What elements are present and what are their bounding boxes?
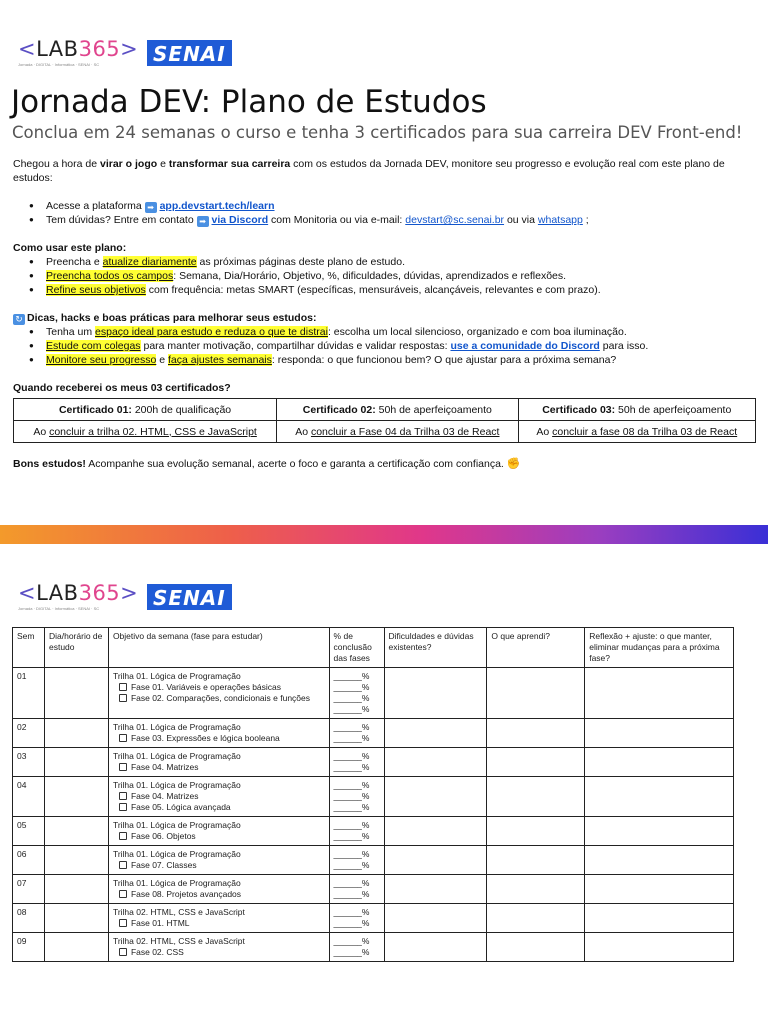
- track-name: Trilha 01. Lógica de Programação: [112, 849, 241, 859]
- page-title: Jornada DEV: Plano de Estudos: [11, 84, 487, 120]
- closing-bold: Bons estudos!: [13, 458, 86, 470]
- sync-icon: ↻: [13, 314, 25, 325]
- difficulties-cell[interactable]: [384, 933, 487, 962]
- intro-paragraph: [13, 157, 758, 185]
- page-divider-gradient: [0, 525, 768, 544]
- difficulties-cell[interactable]: [384, 777, 487, 817]
- percent-field[interactable]: ______%: [333, 936, 370, 946]
- list-item: [13, 283, 758, 297]
- percent-field[interactable]: ______%: [333, 820, 370, 830]
- lab-text: LAB: [36, 581, 79, 605]
- checkbox[interactable]: [119, 890, 127, 898]
- percent-field[interactable]: ______%: [333, 831, 370, 841]
- learned-cell[interactable]: [487, 933, 585, 962]
- objective-cell: [108, 875, 329, 904]
- percent-field[interactable]: ______%: [333, 947, 370, 957]
- access-text: Acesse a plataforma: [46, 200, 145, 212]
- table-cell: [14, 421, 277, 443]
- percent-field[interactable]: ______%: [333, 878, 370, 888]
- list-item: [13, 255, 758, 269]
- lab-tagline: Jornada · DIGITAL · Informática · SENAI · SC: [18, 606, 100, 611]
- difficulties-cell[interactable]: [384, 875, 487, 904]
- week-number: 03: [13, 748, 45, 777]
- arrow-right-icon: ➡: [145, 202, 157, 213]
- percent-field[interactable]: ______%: [333, 762, 370, 772]
- percent-field[interactable]: ______%: [333, 722, 370, 732]
- learned-cell[interactable]: [487, 904, 585, 933]
- highlight-text: Monitore seu progresso: [46, 354, 157, 366]
- learned-cell[interactable]: [487, 777, 585, 817]
- day-time-cell[interactable]: [44, 748, 108, 777]
- difficulties-cell[interactable]: [384, 719, 487, 748]
- doubts-text: Tem dúvidas? Entre em contato: [46, 214, 197, 226]
- percent-field[interactable]: ______%: [333, 849, 370, 859]
- senai-logo: SENAI: [147, 40, 232, 66]
- senai-logo: SENAI: [147, 584, 232, 610]
- day-time-cell[interactable]: [44, 846, 108, 875]
- percent-field[interactable]: ______%: [333, 802, 370, 812]
- phase-label: Fase 01. Variáveis e operações básicas: [130, 682, 282, 692]
- item-text: : responda: o que funcionou bem? O que ajustar para a próxima semana?: [271, 354, 617, 366]
- cert-requirement-link[interactable]: concluir a fase 08 da Trilha 03 de React: [552, 425, 738, 438]
- objective-cell: [108, 846, 329, 875]
- phase-label: Fase 01. HTML: [130, 918, 190, 928]
- week-number: 08: [13, 904, 45, 933]
- day-time-cell[interactable]: [44, 668, 108, 719]
- completion-cell: [329, 904, 384, 933]
- contact-list: [13, 199, 758, 227]
- lab-bracket-close: >: [120, 37, 139, 61]
- percent-field[interactable]: ______%: [333, 889, 370, 899]
- completion-cell: [329, 748, 384, 777]
- reflection-cell[interactable]: [585, 668, 734, 719]
- percent-field[interactable]: ______%: [333, 860, 370, 870]
- highlight-text: espaço ideal para estudo e reduza o que te distrai: [95, 326, 328, 338]
- completion-cell: [329, 719, 384, 748]
- phase-item: [113, 889, 325, 900]
- item-text: com frequência: metas SMART (específicas, mensuráveis, alcançáveis, relevantes e com prazo).: [145, 284, 601, 296]
- completion-cell: [329, 846, 384, 875]
- objective-cell: [108, 719, 329, 748]
- item-text: Tenha um: [46, 326, 96, 338]
- completion-cell: [329, 668, 384, 719]
- track-name: Trilha 01. Lógica de Programação: [112, 671, 241, 681]
- phase-label: Fase 04. Matrizes: [130, 762, 199, 772]
- phase-label: Fase 02. CSS: [130, 947, 184, 957]
- whatsapp-link[interactable]: whatsapp: [537, 214, 583, 226]
- percent-field[interactable]: ______%: [333, 791, 370, 801]
- table-header-row: [13, 628, 734, 668]
- phase-item: [113, 791, 325, 802]
- checkbox[interactable]: [119, 792, 127, 800]
- cert-pre: Ao: [536, 425, 553, 438]
- cert-requirement-link[interactable]: concluir a trilha 02. HTML, CSS e JavaScript: [49, 425, 257, 438]
- learned-cell[interactable]: [487, 668, 585, 719]
- percent-field[interactable]: ______%: [333, 751, 370, 761]
- table-row: [13, 904, 734, 933]
- difficulties-cell[interactable]: [384, 668, 487, 719]
- cert-desc: 50h de aperfeiçoamento: [615, 403, 732, 416]
- item-text: as próximas páginas deste plano de estudo.: [196, 256, 405, 268]
- header-logos-page-2: [18, 582, 232, 611]
- reflection-cell[interactable]: [585, 846, 734, 875]
- how-to-list: [13, 255, 758, 297]
- week-number: 07: [13, 875, 45, 904]
- how-to-heading: Como usar este plano:: [13, 242, 127, 254]
- item-text: : escolha um local silencioso, organizado e com boa iluminação.: [327, 326, 627, 338]
- day-time-cell[interactable]: [44, 777, 108, 817]
- closing-text: Acompanhe sua evolução semanal, acerte o foco e garanta a certificação com confiança.: [85, 458, 507, 470]
- platform-link[interactable]: app.devstart.tech/learn: [159, 200, 275, 212]
- list-item-contact: [13, 213, 758, 227]
- track-name: Trilha 01. Lógica de Programação: [112, 722, 241, 732]
- week-number: 05: [13, 817, 45, 846]
- lab-text: LAB: [36, 37, 79, 61]
- cert-pre: Ao: [295, 425, 311, 438]
- week-number: 09: [13, 933, 45, 962]
- phase-item: [113, 693, 325, 704]
- reflection-cell[interactable]: [585, 719, 734, 748]
- discord-link[interactable]: via Discord: [211, 214, 269, 226]
- phase-label: Fase 08. Projetos avançados: [130, 889, 242, 899]
- percent-field[interactable]: ______%: [333, 671, 370, 681]
- table-cell: [518, 421, 755, 443]
- percent-field[interactable]: ______%: [333, 704, 370, 714]
- cert-desc: 200h de qualificação: [131, 403, 232, 416]
- list-item: [13, 353, 758, 367]
- header-objective: Objetivo da semana (fase para estudar): [108, 628, 329, 668]
- track-name: Trilha 01. Lógica de Programação: [112, 751, 241, 761]
- header-learned: O que aprendi?: [487, 628, 585, 668]
- learned-cell[interactable]: [487, 846, 585, 875]
- week-number: 01: [13, 668, 45, 719]
- monitoring-text: com Monitoria ou via e-mail:: [268, 214, 406, 226]
- lab365-logo: [18, 37, 139, 67]
- item-text: Preencha e: [46, 256, 103, 268]
- or-text: ou via: [504, 214, 538, 226]
- item-text: : Semana, Dia/Horário, Objetivo, %, dificuldades, dúvidas, aprendizados e reflexões.: [173, 270, 567, 282]
- discord-community-link[interactable]: use a comunidade do Discord: [450, 340, 600, 352]
- lab-bracket-open: <: [18, 581, 37, 605]
- intro-content: [13, 157, 758, 471]
- week-number: 02: [13, 719, 45, 748]
- checkbox[interactable]: [119, 919, 127, 927]
- lab-number: 365: [78, 37, 121, 61]
- difficulties-cell[interactable]: [384, 904, 487, 933]
- day-time-cell[interactable]: [44, 719, 108, 748]
- percent-field[interactable]: ______%: [333, 682, 370, 692]
- study-plan-table: [12, 627, 734, 962]
- list-item-platform: [13, 199, 758, 213]
- percent-field[interactable]: ______%: [333, 693, 370, 703]
- completion-cell: [329, 817, 384, 846]
- objective-cell: [108, 933, 329, 962]
- reflection-cell[interactable]: [585, 933, 734, 962]
- percent-field[interactable]: ______%: [333, 733, 370, 743]
- table-row: [14, 421, 756, 443]
- difficulties-cell[interactable]: [384, 846, 487, 875]
- header-difficulties: Dificuldades e dúvidas existentes?: [384, 628, 487, 668]
- closing-paragraph: [13, 457, 758, 471]
- completion-cell: [329, 777, 384, 817]
- day-time-cell[interactable]: [44, 904, 108, 933]
- table-row: [13, 719, 734, 748]
- day-time-cell[interactable]: [44, 933, 108, 962]
- checkbox[interactable]: [119, 763, 127, 771]
- intro-bold-2: transformar sua carreira: [168, 158, 291, 170]
- item-text: para isso.: [599, 340, 649, 352]
- intro-text-1: Chegou a hora de: [13, 158, 100, 170]
- phase-item: [113, 762, 325, 773]
- learned-cell[interactable]: [487, 875, 585, 904]
- track-name: Trilha 01. Lógica de Programação: [112, 820, 241, 830]
- cert-requirement-link[interactable]: concluir a Fase 04 da Trilha 03 de React: [310, 425, 500, 438]
- highlight-text: Preencha todos os campos: [46, 270, 174, 282]
- table-row: [13, 846, 734, 875]
- header-reflection: Reflexão + ajuste: o que manter, eliminar mudanças para a próxima fase?: [585, 628, 734, 668]
- tips-list: [13, 325, 758, 367]
- phase-label: Fase 07. Classes: [130, 860, 197, 870]
- lab-tagline: Jornada · DIGITAL · Informática · SENAI · SC: [18, 62, 100, 67]
- checkbox[interactable]: [119, 861, 127, 869]
- reflection-cell[interactable]: [585, 777, 734, 817]
- highlight-text: faça ajustes semanais: [168, 354, 272, 366]
- phase-item: [113, 831, 325, 842]
- list-item: [13, 325, 758, 339]
- week-number: 06: [13, 846, 45, 875]
- reflection-cell[interactable]: [585, 748, 734, 777]
- checkbox[interactable]: [119, 948, 127, 956]
- highlight-text: Refine seus objetivos: [46, 284, 146, 296]
- phase-label: Fase 06. Objetos: [130, 831, 196, 841]
- difficulties-cell[interactable]: [384, 748, 487, 777]
- track-name: Trilha 01. Lógica de Programação: [112, 780, 241, 790]
- phase-item: [113, 947, 325, 958]
- phase-item: [113, 682, 325, 693]
- list-item: [13, 339, 758, 353]
- intro-text-3: com os estudos da Jornada DEV, monitore seu progresso e evolução real com este plano de estudos:: [13, 158, 725, 184]
- objective-cell: [108, 777, 329, 817]
- cert-label: Certificado 01:: [58, 403, 132, 416]
- week-number: 04: [13, 777, 45, 817]
- lab-number: 365: [78, 581, 121, 605]
- table-cell: [518, 399, 755, 421]
- reflection-cell[interactable]: [585, 904, 734, 933]
- flexed-biceps-icon: ✊: [506, 458, 521, 470]
- cert-desc: 50h de aperfeiçoamento: [375, 403, 492, 416]
- list-item: [13, 269, 758, 283]
- learned-cell[interactable]: [487, 817, 585, 846]
- objective-cell: [108, 668, 329, 719]
- checkbox[interactable]: [119, 694, 127, 702]
- table-cell: [277, 399, 518, 421]
- end-text: ;: [582, 214, 589, 226]
- table-row: [13, 668, 734, 719]
- cert-pre: Ao: [33, 425, 50, 438]
- checkbox[interactable]: [119, 734, 127, 742]
- arrow-right-icon: ➡: [197, 216, 209, 227]
- table-cell: [277, 421, 518, 443]
- cert-label: Certificado 02:: [302, 403, 376, 416]
- tips-heading: Dicas, hacks e boas práticas para melhorar seus estudos:: [27, 312, 317, 324]
- certificates-table: [13, 398, 756, 443]
- table-row: [13, 817, 734, 846]
- percent-field[interactable]: ______%: [333, 780, 370, 790]
- phase-label: Fase 05. Lógica avançada: [130, 802, 231, 812]
- objective-cell: [108, 817, 329, 846]
- lab365-logo: [18, 581, 139, 611]
- highlight-text: atualize diariamente: [102, 256, 197, 268]
- track-name: Trilha 02. HTML, CSS e JavaScript: [112, 936, 245, 946]
- cert-label: Certificado 03:: [542, 403, 616, 416]
- objective-cell: [108, 748, 329, 777]
- percent-field[interactable]: ______%: [333, 907, 370, 917]
- lab-bracket-close: >: [120, 581, 139, 605]
- phase-label: Fase 03. Expressões e lógica booleana: [130, 733, 280, 743]
- checkbox[interactable]: [119, 803, 127, 811]
- item-text: para manter motivação, compartilhar dúvidas e validar respostas:: [140, 340, 451, 352]
- header-week: Sem: [13, 628, 45, 668]
- difficulties-cell[interactable]: [384, 817, 487, 846]
- header-completion: % de conclusão das fases: [329, 628, 384, 668]
- item-text: e: [156, 354, 168, 366]
- table-row: [13, 875, 734, 904]
- percent-field[interactable]: ______%: [333, 918, 370, 928]
- track-name: Trilha 01. Lógica de Programação: [112, 878, 241, 888]
- phase-item: [113, 860, 325, 871]
- header-logos: [18, 38, 232, 67]
- table-row: [13, 933, 734, 962]
- intro-text-2: e: [157, 158, 169, 170]
- learned-cell[interactable]: [487, 719, 585, 748]
- phase-item: [113, 802, 325, 813]
- completion-cell: [329, 933, 384, 962]
- phase-label: Fase 02. Comparações, condicionais e funções: [130, 693, 311, 703]
- email-link[interactable]: devstart@sc.senai.br: [405, 214, 505, 226]
- lab-bracket-open: <: [18, 37, 37, 61]
- checkbox[interactable]: [119, 832, 127, 840]
- table-cell: [14, 399, 277, 421]
- certificates-heading: Quando receberei os meus 03 certificados?: [13, 382, 231, 394]
- header-day-time: Dia/horário de estudo: [44, 628, 108, 668]
- reflection-cell[interactable]: [585, 817, 734, 846]
- highlight-text: Estude com colegas: [46, 340, 141, 352]
- phase-item: [113, 733, 325, 744]
- table-row: [13, 748, 734, 777]
- page-subtitle: Conclua em 24 semanas o curso e tenha 3 certificados para sua carreira DEV Front-end!: [12, 123, 743, 142]
- day-time-cell[interactable]: [44, 875, 108, 904]
- phase-label: Fase 04. Matrizes: [130, 791, 199, 801]
- learned-cell[interactable]: [487, 748, 585, 777]
- track-name: Trilha 02. HTML, CSS e JavaScript: [112, 907, 245, 917]
- reflection-cell[interactable]: [585, 875, 734, 904]
- objective-cell: [108, 904, 329, 933]
- table-row: [13, 777, 734, 817]
- checkbox[interactable]: [119, 683, 127, 691]
- day-time-cell[interactable]: [44, 817, 108, 846]
- completion-cell: [329, 875, 384, 904]
- phase-item: [113, 918, 325, 929]
- intro-bold-1: virar o jogo: [99, 158, 158, 170]
- table-row: [14, 399, 756, 421]
